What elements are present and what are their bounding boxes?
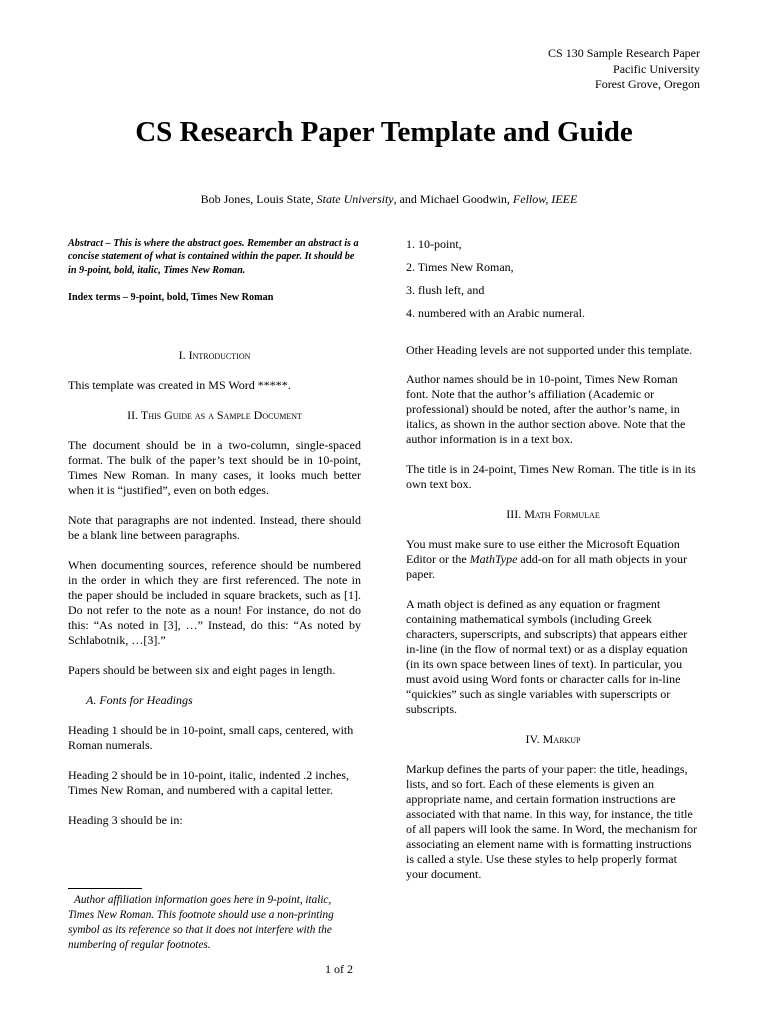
- header-university: Pacific University: [613, 61, 700, 76]
- guide-paragraph-3: When documenting sources, reference should be numbered in the order in which they are first referenced. The note in the paper should be included in square brackets, such as [1]. Do not refer to the note as a noun! For instance, do not do this: “As noted in [3], …” Instead, do this: “As noted by Schlabotnik, …[3].”: [68, 558, 361, 648]
- math-paragraph-2: A math object is defined as any equation or fragment containing mathematical symbols (including Greek characters, superscripts, and subscripts) that appears either in-line (in the flow of normal text) or as a display equation (in its own space between lines of text). In particular, you must avoid using Word fonts or character calls for in-line “quickies” such as single variables with superscripts or subscripts.: [406, 597, 688, 716]
- right-column: [406, 237, 700, 882]
- heading-math: III. Math Formulae: [506, 507, 600, 521]
- heading-introduction: I. Introduction: [178, 348, 251, 363]
- right-paragraph-3: The title is in 24-point, Times New Roman. The title is in its own text box.: [406, 462, 696, 491]
- header-location: Forest Grove, Oregon: [595, 77, 700, 91]
- guide-paragraph-2: Note that paragraphs are not indented. Instead, there should be a blank line between paragraphs.: [68, 513, 361, 543]
- heading-guide: II. This Guide as a Sample Document: [127, 408, 302, 423]
- heading-markup: IV. Markup: [525, 732, 581, 746]
- markup-paragraph: Markup defines the parts of your paper: the title, headings, lists, and so fort. Each of these elements is given an appropriate name, and certain formation instructions are associated with that name. In this way, for instance, the title of all papers will look the same. In Word, the mechanism for associating an element name with is formatting instructions is called a style. Use these styles to help properly format your document.: [406, 762, 698, 881]
- math-p1-a: You must make sure to use either the Microsoft Equation Editor or the: [406, 537, 680, 566]
- math-p1-c: add-on for all math objects in your paper.: [406, 552, 688, 581]
- heading-fonts: A. Fonts for Headings: [86, 693, 193, 708]
- abstract: Abstract – This is where the abstract goes. Remember an abstract is a concise statement of what is contained within the paper. It should be in 9-point, bold, italic, Times New Roman.: [68, 238, 359, 276]
- header-course: CS 130 Sample Research Paper: [548, 46, 700, 60]
- right-paragraph-2: Author names should be in 10-point, Times New Roman font. Note that the author’s affiliation (Academic or professional) should be noted, after the author’s name, in italics, as shown in the author section above. Note that the author information is in a text box.: [406, 372, 686, 446]
- list-item: 1. 10-point,: [406, 237, 462, 251]
- authors-affiliation: State University: [316, 192, 394, 206]
- list-item: 4. numbered with an Arabic numeral.: [406, 306, 585, 320]
- authors-part1: Bob Jones, Louis State,: [200, 192, 317, 206]
- paper-title: CS Research Paper Template and Guide: [135, 116, 633, 148]
- footnote: Author affiliation information goes here in 9-point, italic, Times New Roman. This footnote should use a non-printing symbol as its reference so that it does not interfere with the numbering of regular footnotes.: [68, 894, 334, 951]
- list-item: 3. flush left, and: [406, 283, 485, 297]
- authors-part2: , and Michael Goodwin,: [393, 192, 513, 206]
- math-p1-mathtype: MathType: [469, 552, 518, 566]
- left-column: [68, 237, 361, 828]
- authors-fellow: Fellow, IEEE: [512, 192, 578, 206]
- fonts-paragraph-3: Heading 3 should be in:: [68, 813, 183, 828]
- math-paragraph-1: [406, 537, 700, 582]
- intro-paragraph: This template was created in MS Word *****.: [68, 378, 291, 393]
- right-paragraph-1: Other Heading levels are not supported under this template.: [406, 343, 693, 357]
- fonts-paragraph-1: Heading 1 should be in 10-point, small caps, centered, with Roman numerals.: [68, 723, 354, 753]
- guide-paragraph-1: The document should be in a two-column, single-spaced format. The bulk of the paper’s text should be in 10-point, Times New Roman. In many cases, it looks much better when it is “justified”, even on both edges.: [68, 438, 361, 498]
- index-terms: Index terms – 9-point, bold, Times New Roman: [68, 292, 274, 304]
- page-number: 1 of 2: [325, 962, 353, 976]
- fonts-paragraph-2: Heading 2 should be in 10-point, italic, indented .2 inches, Times New Roman, and numbered with a capital letter.: [68, 768, 349, 798]
- author-line: [0, 192, 768, 207]
- running-header: [548, 46, 700, 93]
- footnote-separator: [68, 888, 142, 889]
- list-item: 2. Times New Roman,: [406, 260, 514, 274]
- guide-paragraph-4: Papers should be between six and eight pages in length.: [68, 663, 336, 678]
